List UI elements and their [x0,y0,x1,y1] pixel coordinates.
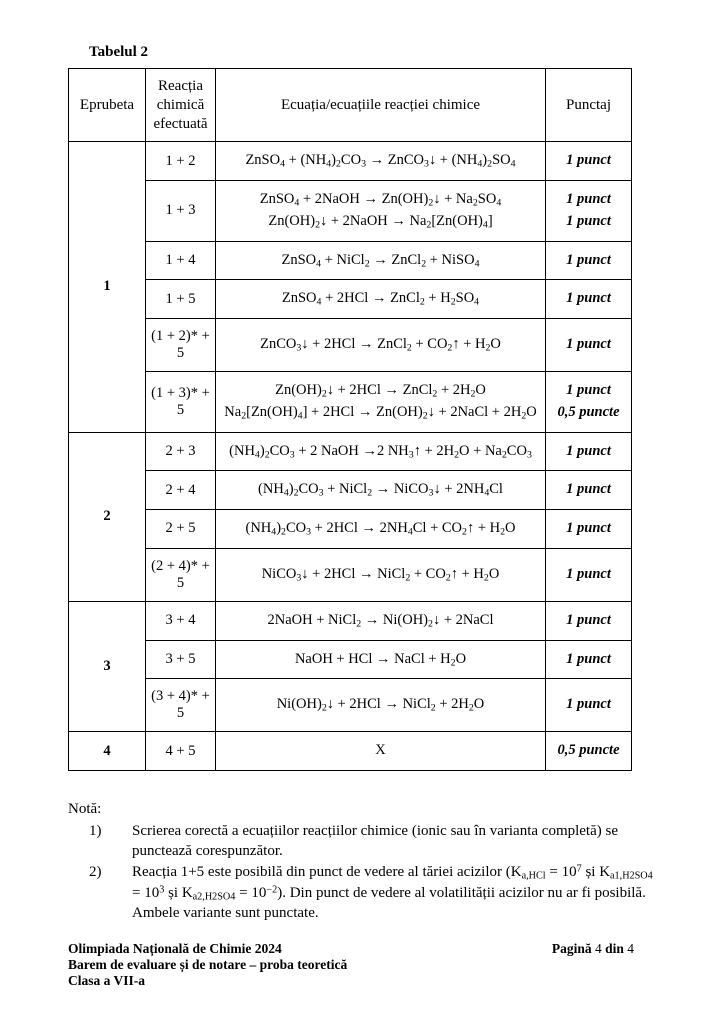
equation-line: ZnSO$_4$ + 2HCl → ZnCl$_2$ + $H_2SO_4$ [281,290,480,308]
points-cell [546,601,632,640]
points-line: 1 punct [566,336,611,353]
page-number-total: 4 [627,941,634,956]
table-row [69,510,632,549]
points-cell [546,280,632,319]
points-line: 1 punct [566,152,611,169]
reaction-cell: (2 + 4)* + 5 [146,548,216,601]
equation-line: ZnSO$_4$ + 2NaOH → $Zn(OH)_2↓ + Na_2SO_4$ [259,191,502,209]
equation-line: NiCO$_3$↓ + 2HCl → NiCl$_2$ + $CO_2↑ + H_2O$ [261,565,500,584]
reaction-cell: 2 + 4 [146,471,216,510]
col-header-eprubeta: Eprubeta [69,69,146,142]
reaction-cell: 2 + 3 [146,432,216,471]
points-cell [546,372,632,433]
eprubeta-cell: 3 [69,601,146,732]
equation-line: 2NaOH + NiCl$_2$ → $Ni(OH)_2↓$ + 2NaCl [267,611,494,630]
points-line: 1 punct [566,520,611,536]
table-title: Tabelul 2 [89,44,149,60]
equation-cell [216,640,546,679]
footer-line: Olimpiada Națională de Chimie 2024 [68,941,282,956]
table-row [69,280,632,319]
reaction-cell: (1 + 2)* + 5 [146,319,216,372]
equation-line: X [375,742,386,759]
points-cell [546,319,632,372]
notes-section [68,799,658,924]
note-text: Scrierea corectă a ecuațiilor reacțiilor chimice (ionic sau în varianta completă) se punctează corespunzător. [132,822,618,860]
reaction-cell: 1 + 2 [146,142,216,181]
table-row [69,471,632,510]
table-row [69,732,632,771]
eprubeta-cell: 2 [69,432,146,601]
reaction-cell: 2 + 5 [146,510,216,549]
table-row [69,601,632,640]
equation-line: $(NH_4)_2CO_3$ + NiCl$_2$ → NiCO$_3$↓ + $2NH_4Cl$ [258,481,503,499]
equation-cell [216,471,546,510]
footer-line: Barem de evaluare și de notare – proba teoretică [68,957,348,973]
equation-line: $Zn(OH)_2↓ + 2HCl$ → ZnCl$_2$ + $2H_2O$ [275,382,486,400]
equation-line: ZnSO$_4$ + NiCl$_2$ → ZnCl$_2$ + NiSO$_4$ [281,251,480,269]
points-line: 1 punct [566,382,611,398]
note-number: 2) [89,864,102,881]
table-row [69,640,632,679]
equation-cell [216,548,546,601]
table-row [69,432,632,471]
eprubeta-cell: 4 [69,732,146,771]
points-line: 1 punct [566,212,611,229]
points-line: 1 punct [566,191,611,207]
scoring-table [68,68,632,771]
reaction-cell: 3 + 5 [146,640,216,679]
equation-line: $(NH_4)_2CO_3 + 2$ NaOH →2 $NH_3↑ + 2H_2O + Na_2CO_3$ [229,442,532,460]
table-row [69,241,632,280]
points-cell [546,732,632,771]
page-footer [68,941,634,990]
page-number-current: 4 [594,941,602,956]
equation-line: ZnCO$_3$↓ + 2HCl → ZnCl$_2$ + $CO_2↑ + H_2O$ [260,336,501,354]
page-separator: din [605,941,624,956]
points-cell [546,432,632,471]
footer-left-block [68,941,347,990]
col-header-punctaj: Punctaj [546,69,632,142]
equation-cell [216,142,546,181]
points-cell [546,142,632,181]
table-row [69,319,632,372]
table-row [69,548,632,601]
equation-cell [216,432,546,471]
equation-line: NaOH + HCl → NaCl + $H_2O$ [294,650,467,668]
points-cell [546,241,632,280]
reaction-cell: (1 + 3)* + 5 [146,372,216,433]
equation-cell [216,679,546,732]
reaction-cell: 1 + 5 [146,280,216,319]
equation-cell [216,319,546,372]
reaction-cell: 1 + 3 [146,181,216,242]
table-row [69,181,632,242]
eprubeta-cell: 1 [69,142,146,432]
equation-cell [216,601,546,640]
equation-line: ZnSO$_4$ + $(NH_4)_2CO_3$ → ZnCO$_3$↓ + $(NH_4)_2SO_4$ [245,152,516,170]
equation-line: $Ni(OH)_2↓ + 2HCl$ → NiCl$_2$ + $2H_2O$ [276,696,485,714]
reaction-cell: 1 + 4 [146,241,216,280]
table-row [69,142,632,181]
points-line: 1 punct [566,565,611,582]
points-line: 1 punct [566,696,611,713]
equation-cell [216,732,546,771]
points-cell [546,471,632,510]
points-line: 1 punct [566,481,611,498]
note-text: Reacția 1+5 este posibilă din punct de vedere al tăriei acizilor ($K_{a,HCl} = 10^7$ și $K_{a1,H2SO4} = 10^3$ și $K_{a2,H2SO4} = 10^{-2}$). Din punct de vedere al volatilității acizilor nu ar fi posibilă. Ambele variante sunt punctate. [132,863,653,922]
equation-cell [216,181,546,242]
col-header-reactie: Reacția chimică efectuată [146,69,216,142]
page-label: Pagină [551,941,592,956]
table-row [69,372,632,433]
points-line: 1 punct [566,611,611,628]
reaction-cell: (3 + 4)* + 5 [146,679,216,732]
note-number: 1) [89,822,102,839]
points-line: 1 punct [566,251,611,268]
note-item [68,821,658,862]
footer-line: Clasa a VII-a [68,973,146,989]
table-row [69,679,632,732]
header-row [69,69,632,142]
points-cell [546,679,632,732]
points-line: 0,5 puncte [557,742,620,759]
points-line: 1 punct [566,290,611,307]
points-cell [546,510,632,549]
reaction-cell: 4 + 5 [146,732,216,771]
page-indicator [552,941,634,957]
equation-line: $Zn(OH)_2↓$ + 2NaOH → $Na_2[Zn(OH)_4]$ [268,212,493,231]
reaction-cell: 3 + 4 [146,601,216,640]
notes-title: Notă: [68,801,102,817]
col-header-ecuatie: Ecuația/ecuațiile reacției chimice [216,69,546,142]
page-content [68,44,658,924]
equation-cell [216,241,546,280]
points-line: 1 punct [566,442,611,459]
points-line: 0,5 puncte [557,403,620,420]
points-cell [546,181,632,242]
points-cell [546,548,632,601]
equation-cell [216,372,546,433]
points-line: 1 punct [566,650,611,667]
equation-cell [216,280,546,319]
equation-line: $Na_2[Zn(OH)_4] + 2HCl$ → $Zn(OH)_2↓$ + 2NaCl + $2H_2O$ [224,403,537,422]
points-cell [546,640,632,679]
note-item [68,862,658,924]
equation-line: $(NH_4)_2CO_3 + 2HCl \to 2NH_4Cl$ + $CO_2↑ + H_2O$ [245,520,516,538]
equation-cell [216,510,546,549]
